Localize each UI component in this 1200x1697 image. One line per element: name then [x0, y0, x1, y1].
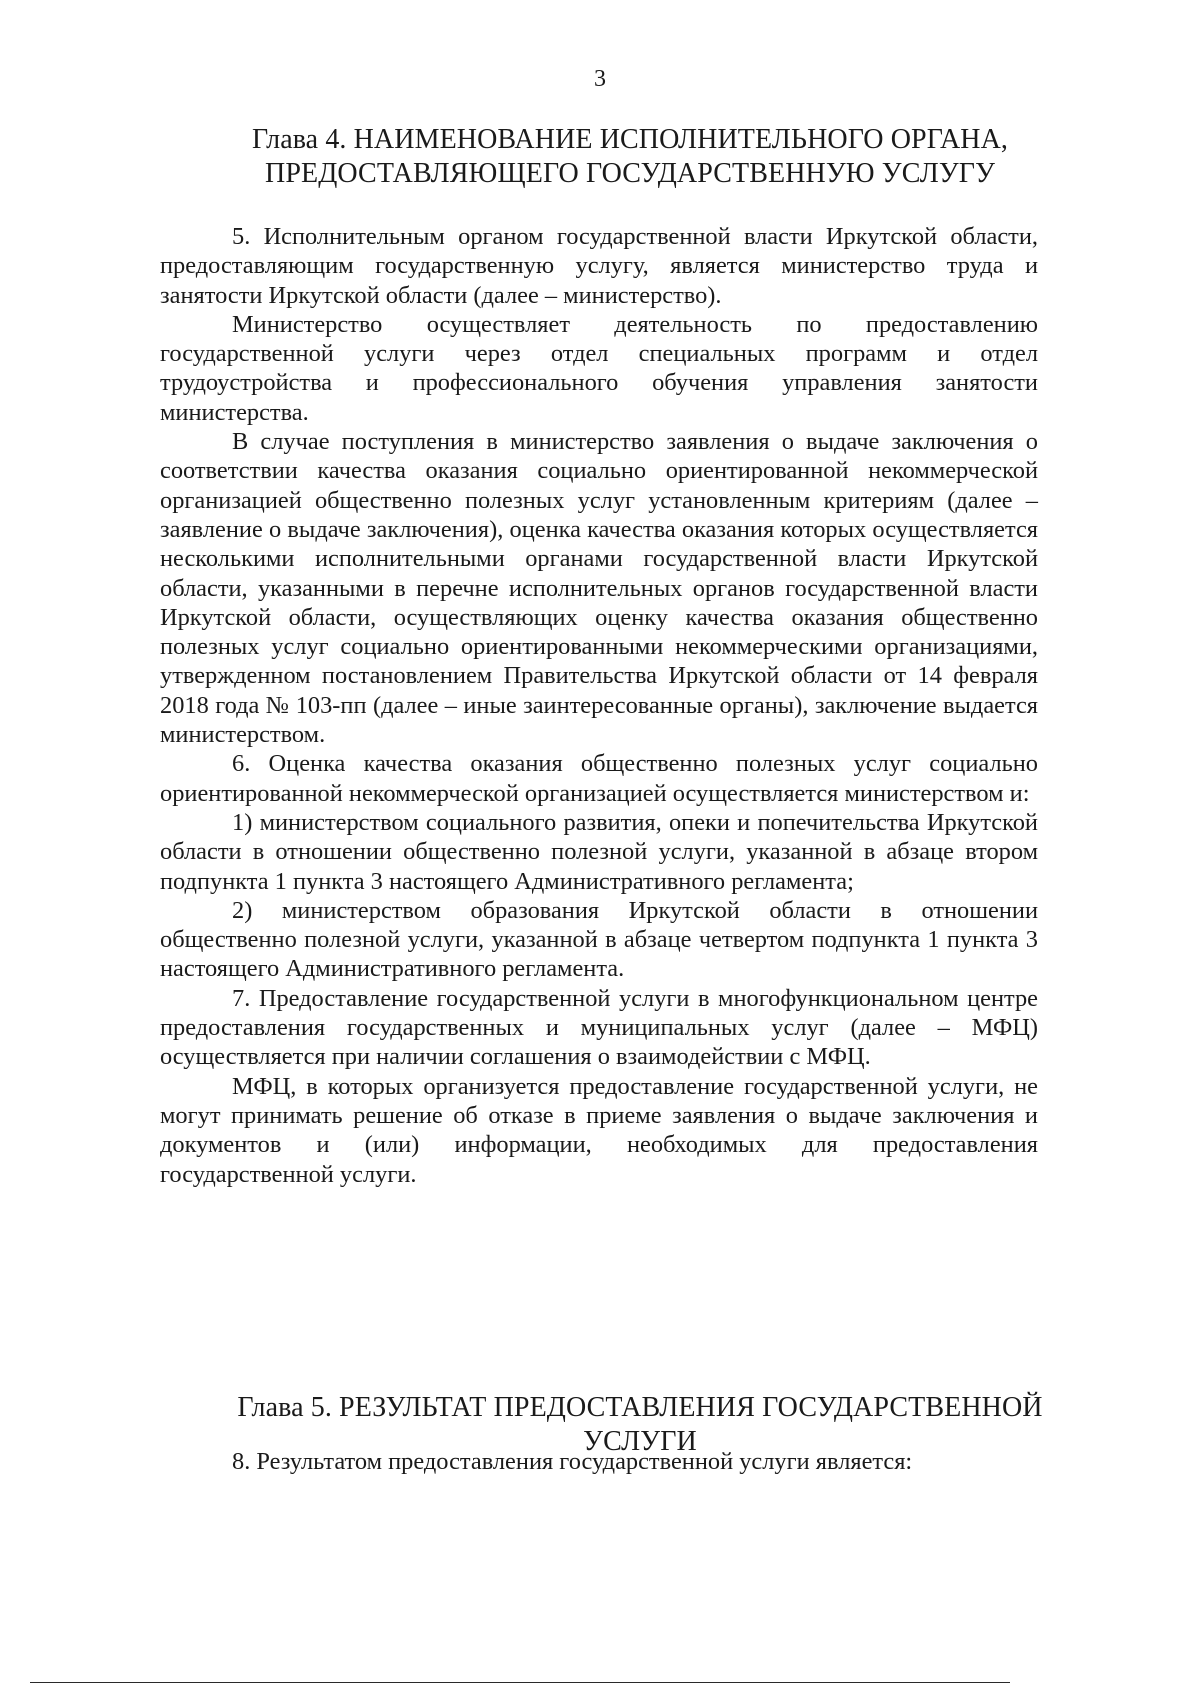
paragraph-7: 7. Предоставление государственной услуги в многофункциональном центре предоставления государственных и муниципальных услуг (далее – МФЦ) осуществляется при наличии соглашения о взаимодействии с МФЦ. — [160, 984, 1038, 1071]
paragraph-5: 5. Исполнительным органом государственной власти Иркутской области, предоставляющим государственную услугу, является министерство труда и занятости Иркутской области (далее – министерство). — [160, 223, 1038, 309]
chapter-5-heading-line-1: Глава 5. РЕЗУЛЬТАТ ПРЕДОСТАВЛЕНИЯ ГОСУДАРСТВЕННОЙ — [237, 1392, 1043, 1423]
chapter-4-heading — [200, 123, 1060, 191]
paragraph-mfc: МФЦ, в которых организуется предоставление государственной услуги, не могут принимать решение об отказе в приеме заявления о выдаче заключения и документов и (или) информации, необходимых для предоставления государственной услуги. — [160, 1072, 1038, 1188]
chapter-4-body — [160, 222, 1038, 1189]
chapter-5-heading-line-2: УСЛУГИ — [583, 1426, 697, 1457]
list-item-6-1: 1) министерством социального развития, опеки и попечительства Иркутской области в отношении общественно полезной услуги, указанной в абзаце втором подпункта 1 пункта 3 настоящего Административного регламента; — [160, 808, 1038, 895]
paragraph-8: 8. Результатом предоставления государственной услуги является: — [232, 1448, 913, 1475]
paragraph-ministry-activity: Министерство осуществляет деятельность по предоставлению государственной услуги через отдел специальных программ и отдел трудоустройства и профессионального обучения управления занятости министерства. — [160, 310, 1038, 426]
paragraph-6: 6. Оценка качества оказания общественно полезных услуг социально ориентированной некоммерческой организацией осуществляется министерством и: — [160, 750, 1038, 807]
list-item-6-2: 2) министерством образования Иркутской области в отношении общественно полезной услуги, указанной в абзаце четвертом подпункта 1 пункта 3 настоящего Административного регламента. — [160, 896, 1038, 983]
chapter-4-heading-line-2: ПРЕДОСТАВЛЯЮЩЕГО ГОСУДАРСТВЕННУЮ УСЛУГУ — [265, 158, 995, 189]
page-number: 3 — [594, 66, 606, 92]
chapter-4-heading-line-1: Глава 4. НАИМЕНОВАНИЕ ИСПОЛНИТЕЛЬНОГО ОРГАНА, — [251, 124, 1009, 155]
chapter-5-body — [160, 1447, 1038, 1476]
paragraph-conclusion-issuance: В случае поступления в министерство заявления о выдаче заключения о соответствии качества оказания социально ориентированной некоммерческой организацией общественно полезных услуг установленным критериям (далее – заявление о выдаче заключения), оценка качества оказания которых осуществляется несколькими исполнительными органами государственной власти Иркутской области, указанными в перечне исполнительных органов государственной власти Иркутской области, осуществляющих оценку качества оказания общественно полезных услуг социально ориентированными некоммерческими организациями, утвержденном постановлением Правительства Иркутской области от 14 февраля 2018 года № 103-пп (далее – иные заинтересованные органы), заключение выдается министерством. — [160, 428, 1038, 749]
page-bottom-rule — [30, 1682, 1010, 1683]
